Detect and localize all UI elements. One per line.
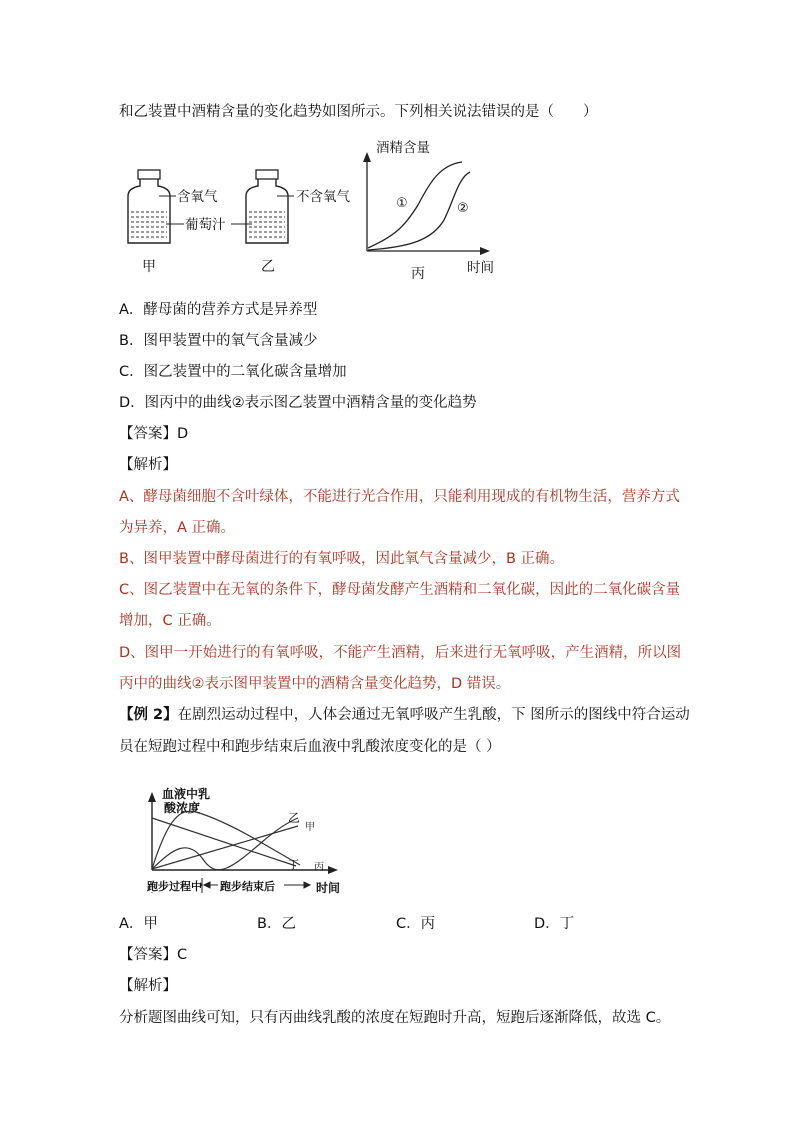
q1-analysis-line: A、酵母菌细胞不含叶绿体，不能进行光合作用，只能利用现成的有机物生活，营养方式 xyxy=(119,489,680,505)
q1-option-a: A．酵母菌的营养方式是异养型 xyxy=(119,302,318,318)
q2-analysis-heading: 【解析】 xyxy=(119,978,177,994)
q1-analysis-heading: 【解析】 xyxy=(119,457,177,473)
q2-option-a: A．甲 xyxy=(119,916,158,932)
curve-jia xyxy=(152,826,298,869)
graph2-xlabel: 时间 xyxy=(316,881,341,895)
jar-jia-name: 甲 xyxy=(142,259,156,275)
graph-ylabel: 酒精含量 xyxy=(376,140,430,156)
q1-analysis-line: C、图乙装置中在无氧的条件下，酵母菌发酵产生酒精和二氧化碳，因此的二氧化碳含量 xyxy=(119,582,681,598)
curve-jia-label: 甲 xyxy=(305,822,315,833)
graph2-ylabel-2: 酸浓度 xyxy=(164,801,201,815)
graph-xlabel: 时间 xyxy=(467,260,494,276)
figure-fermentation-jars xyxy=(0,130,794,285)
q2-option-d: D．丁 xyxy=(534,916,575,932)
graph2-ylabel-1: 血液中乳 xyxy=(162,787,211,801)
phase-after-label: 跑步结束后 xyxy=(220,880,275,893)
q1-analysis-line: 增加，C 正确。 xyxy=(119,613,221,629)
question-2-stem-1: 在剧烈运动过程中，人体会通过无氧呼吸产生乳酸，下 图所示的图线中符合运动 xyxy=(177,707,690,723)
curve-1 xyxy=(368,162,462,248)
jar-jia-icon xyxy=(128,170,184,243)
q1-analysis-line: 丙中的曲线②表示图甲装置中的酒精含量变化趋势，D 错误。 xyxy=(119,676,511,692)
curve-yi-label: 乙 xyxy=(288,811,301,825)
q2-option-c: C．丙 xyxy=(396,916,436,932)
phase-running-label: 跑步过程中 xyxy=(147,880,202,893)
q2-analysis: 分析题图曲线可知，只有丙曲线乳酸的浓度在短跑时升高，短跑后逐渐降低，故选 C。 xyxy=(119,1010,671,1026)
curve-2 xyxy=(368,172,470,250)
juice-label: 葡萄汁 xyxy=(185,217,226,233)
q1-analysis-line: B、图甲装置中酵母菌进行的有氧呼吸，因此氧气含量减少，B 正确。 xyxy=(119,551,565,567)
q1-answer: 【答案】D xyxy=(119,426,189,442)
q1-option-c: C．图乙装置中的二氧化碳含量增加 xyxy=(119,364,347,380)
q1-analysis-line: 为异养，A 正确。 xyxy=(119,520,236,536)
question-1-stem: 和乙装置中酒精含量的变化趋势如图所示。下列相关说法错误的是（ ） xyxy=(119,104,598,120)
curve-2-label: ② xyxy=(457,201,469,216)
q1-option-d: D．图丙中的曲线②表示图乙装置中酒精含量的变化趋势 xyxy=(119,395,477,411)
jar-yi-name: 乙 xyxy=(261,259,275,275)
curve-bing-label: 丙 xyxy=(314,862,324,873)
jar-yi-icon xyxy=(246,170,294,243)
alcohol-graph xyxy=(363,152,490,255)
q2-answer: 【答案】C xyxy=(119,947,188,963)
curve-ding-label: 丁 xyxy=(288,858,299,871)
question-2-stem-2: 员在短跑过程中和跑步结束后血液中乳酸浓度变化的是（ ） xyxy=(119,739,501,755)
figure-lactic-acid xyxy=(0,780,794,900)
q2-option-b: B．乙 xyxy=(257,916,296,932)
jar-yi-oxygen-label: 不含氧气 xyxy=(296,189,350,205)
question-2-tag: 【例 2】 xyxy=(119,707,178,723)
curve-1-label: ① xyxy=(396,196,408,211)
q1-option-b: B．图甲装置中的氧气含量减少 xyxy=(119,333,318,349)
curve-ding xyxy=(152,818,296,866)
jar-jia-oxygen-label: 含氧气 xyxy=(177,189,218,205)
question-2-stem xyxy=(119,705,690,725)
q1-analysis-line: D、图甲一开始进行的有氧呼吸，不能产生酒精，后来进行无氧呼吸，产生酒精，所以图 xyxy=(119,645,682,661)
graph-name: 丙 xyxy=(411,266,425,282)
